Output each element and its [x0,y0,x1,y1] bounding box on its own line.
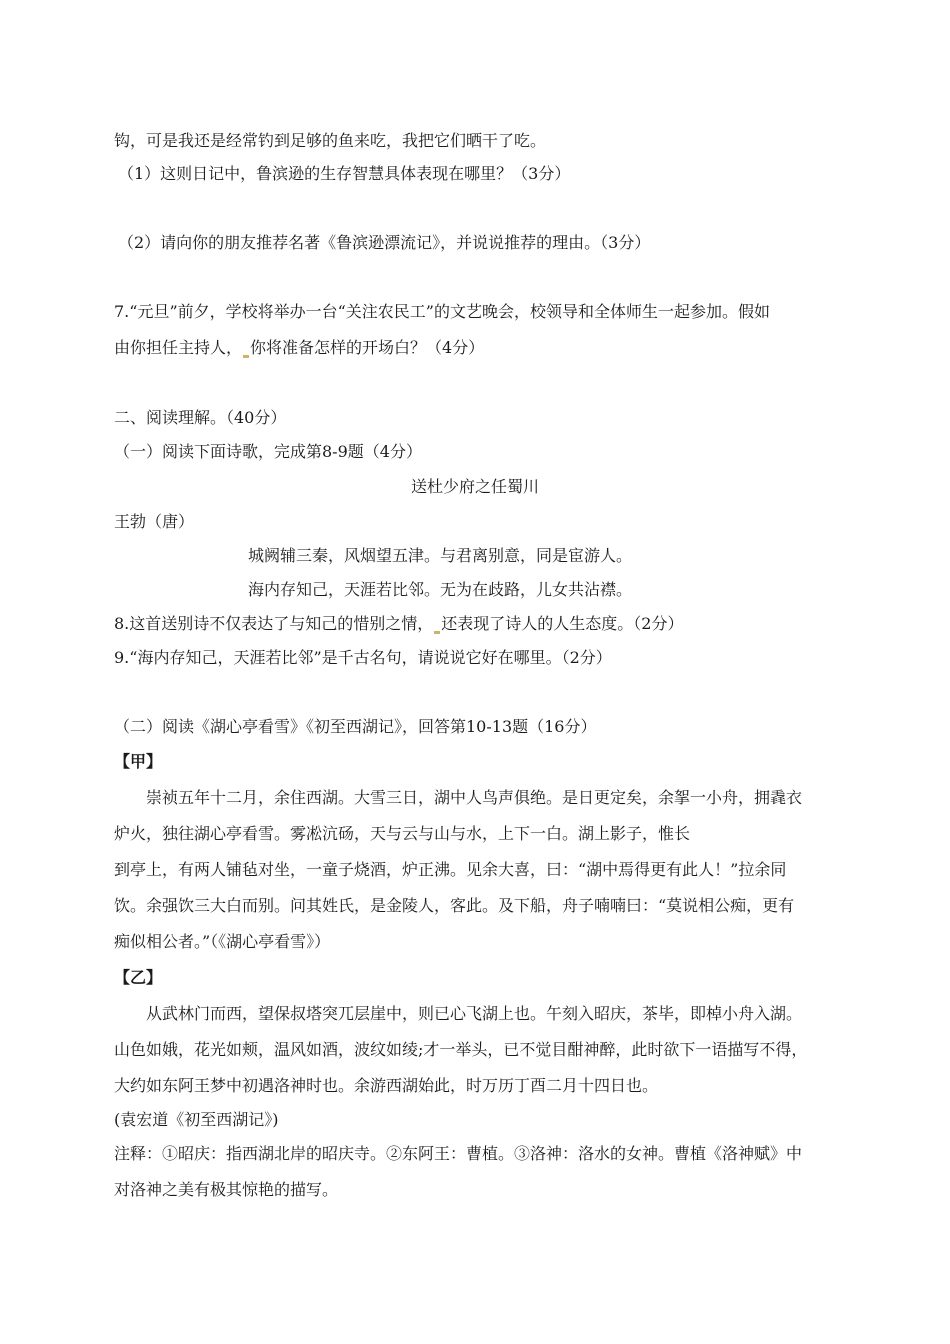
text-span: 还表现了诗人的人生态度。（2分） [441,614,684,633]
edit-mark [243,355,249,358]
section-heading: 二、阅读理解。（40分） [114,408,287,427]
question-6-1: （1）这则日记中，鲁滨逊的生存智慧具体表现在哪里？（3分） [118,164,571,183]
passage-line: 到亭上，有两人铺毡对坐，一童子烧酒，炉正沸。见余大喜，曰：“湖中焉得更有此人！”拉余同 [114,860,787,879]
passage-line: 痴似相公者。”（《湖心亭看雪》） [114,932,331,951]
poem-author: 王勃（唐） [114,512,195,531]
annotation-line: 对洛神之美有极其惊艳的描写。 [114,1180,339,1199]
poem-line: 城阙辅三秦，风烟望五津。与君离别意，同是宦游人。 [248,546,633,565]
question-7-continued [114,338,484,358]
question-7: 7.“元旦”前夕，学校将举办一台“关注农民工”的文艺晚会，校领导和全体师生一起参加。假如 [114,302,770,321]
poem-line: 海内存知己，天涯若比邻。无为在歧路，儿女共沾襟。 [248,580,633,599]
question-9: 9.“海内存知己，天涯若比邻”是千古名句，请说说它好在哪里。（2分） [114,648,612,667]
passage-label: 【甲】 [114,752,163,771]
subsection-heading: （一）阅读下面诗歌，完成第8-9题（4分） [114,442,422,461]
passage-label: 【乙】 [114,968,163,987]
edit-mark [434,631,440,634]
passage-line: 山色如娥，花光如颊，温风如酒，波纹如绫;才一举头，已不觉目酣神醉，此时欲下一语描写不得， [114,1040,808,1059]
text-span: 8.这首送别诗不仅表达了与知己的惜别之情， [114,614,434,633]
passage-line: 大约如东阿王梦中初遇洛神时也。余游西湖始此，时万历丁酉二月十四日也。 [114,1076,659,1095]
text-span: 你将准备怎样的开场白？（4分） [250,338,485,357]
question-6-2: （2）请向你的朋友推荐名著《鲁滨逊漂流记》，并说说推荐的理由。（3分） [118,233,651,252]
passage-source: (袁宏道《初至西湖记》) [114,1110,279,1129]
passage-line: 炉火，独往湖心亭看雪。雾凇沆砀，天与云与山与水，上下一白。湖上影子，惟长 [114,824,691,843]
text-line: 钩，可是我还是经常钓到足够的鱼来吃，我把它们晒干了吃。 [114,131,547,150]
poem-title: 送杜少府之任蜀川 [410,477,539,496]
passage-line: 从武林门而西，望保叔塔突兀层崖中，则已心飞湖上也。午刻入昭庆，茶毕，即棹小舟入湖。 [146,1004,803,1023]
annotation-line: 注释：①昭庆：指西湖北岸的昭庆寺。②东阿王：曹植。③洛神：洛水的女神。曹植《洛神赋》中 [114,1144,803,1163]
subsection-heading: （二）阅读《湖心亭看雪》《初至西湖记》，回答第10-13题（16分） [114,717,597,736]
passage-line: 崇祯五年十二月，余住西湖。大雪三日，湖中人鸟声俱绝。是日更定矣，余挐一小舟，拥毳衣 [146,788,803,807]
question-8 [114,614,683,634]
text-span: 由你担任主持人， [114,338,243,357]
passage-line: 饮。余强饮三大白而别。问其姓氏，是金陵人，客此。及下船，舟子喃喃曰：“莫说相公痴，更有 [114,896,795,915]
